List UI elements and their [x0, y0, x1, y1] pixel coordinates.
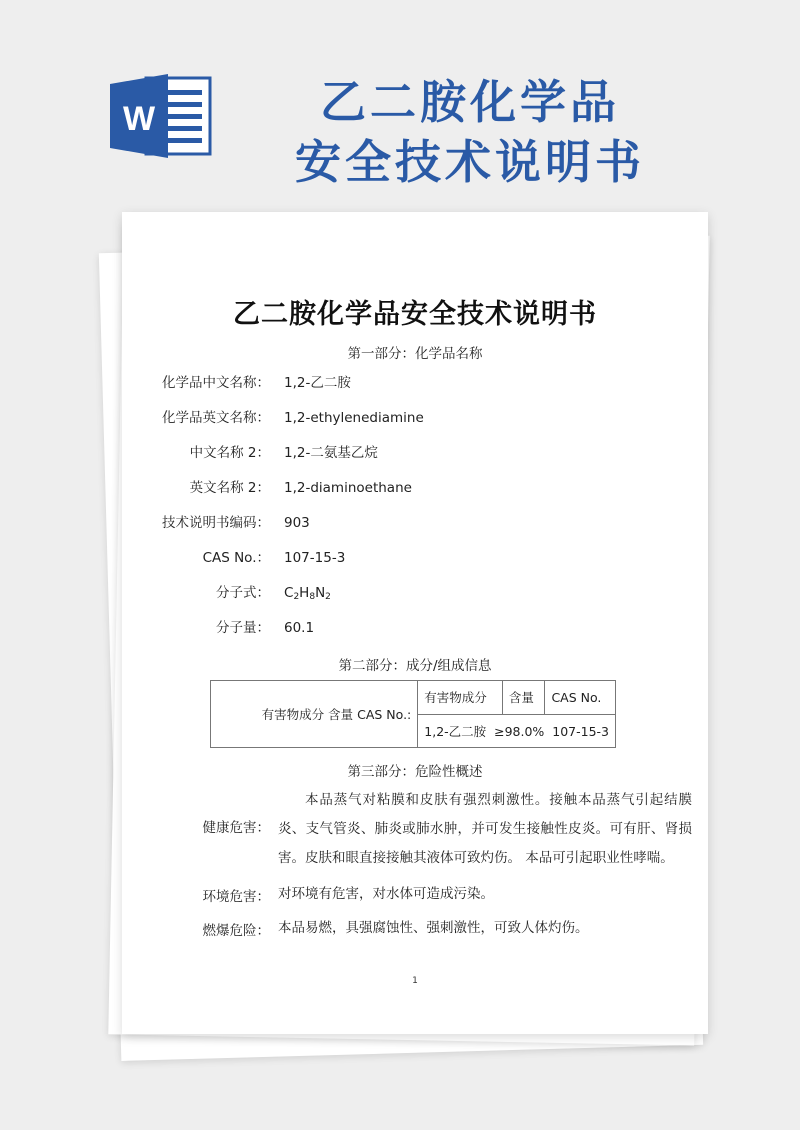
molecular-formula: $C_2H_8N_2$	[284, 585, 331, 602]
banner-title-line2: 安全技术说明书	[295, 135, 645, 189]
section-heading-part2: 第二部分：成分/组成信息	[338, 658, 492, 674]
section-heading-part3: 第三部分：危险性概述	[347, 764, 483, 780]
banner-title-line1: 乙二胺化学品	[320, 75, 620, 129]
document-title: 乙二胺化学品安全技术说明书	[233, 299, 597, 330]
field-label: 中文名称 2：	[189, 445, 270, 461]
hazard-text: 本品易燃，具强腐蚀性、强刺激性，可致人体灼伤。	[278, 920, 589, 936]
table-row	[211, 681, 616, 715]
field-value: 1,2-diaminoethane	[284, 480, 412, 496]
hazard-label: 健康危害：	[202, 820, 270, 836]
table-header-cell: 有害物成分	[418, 681, 503, 715]
table-cell-merged: 有害物成分 含量 CAS No.:	[211, 681, 418, 748]
field-label: 化学品英文名称：	[162, 410, 270, 426]
field-label: 分子式：	[216, 585, 270, 601]
hazard-label: 环境危害：	[202, 889, 270, 905]
composition-table	[210, 680, 616, 748]
field-value: 107-15-3	[284, 550, 346, 566]
field-label: 技术说明书编码：	[162, 515, 270, 531]
word-logo-letter: W	[122, 100, 156, 138]
field-value: 903	[284, 515, 310, 531]
page-number: 1	[412, 976, 418, 986]
field-label: 分子量：	[216, 620, 270, 636]
table-cell: 1,2-乙二胺 ≥98.0% 107-15-3	[418, 714, 616, 748]
field-row-formula	[122, 582, 708, 604]
field-value: 60.1	[284, 620, 315, 636]
hazard-fire	[122, 914, 708, 943]
field-value: 1,2-ethylenediamine	[284, 410, 424, 426]
field-row-cn-name-2	[122, 442, 708, 464]
word-logo-icon	[108, 72, 214, 160]
field-label: CAS No.：	[202, 550, 270, 566]
document-page	[122, 212, 708, 1034]
field-row-en-name-2	[122, 477, 708, 499]
field-row-weight	[122, 617, 708, 639]
hazard-text: 本品蒸气对粘膜和皮肤有强烈刺激性。接触本品蒸气引起结膜炎、支气管炎、肺炎或肺水肿，并可发生接触性皮炎。可有肝、肾损害。皮肤和眼直接接触其液体可致灼伤。 本品可引起职业性哮喘。	[278, 792, 692, 866]
hazard-environment	[122, 880, 708, 909]
table-header-cell: 含量	[502, 681, 545, 715]
field-row-cas	[122, 547, 708, 569]
field-row-cn-name	[122, 372, 708, 394]
hazard-text: 对环境有危害，对水体可造成污染。	[278, 886, 494, 902]
field-label: 化学品中文名称：	[162, 375, 270, 391]
field-row-spec-code	[122, 512, 708, 534]
field-value: 1,2-乙二胺	[284, 375, 351, 391]
field-label: 英文名称 2：	[189, 480, 270, 496]
hazard-label: 燃爆危险：	[202, 923, 270, 939]
field-row-en-name	[122, 407, 708, 429]
table-header-cell: CAS No.	[545, 681, 616, 715]
hazard-health	[122, 786, 708, 876]
field-value: 1,2-二氨基乙烷	[284, 445, 378, 461]
banner-title	[260, 72, 680, 192]
section-heading-part1: 第一部分：化学品名称	[347, 346, 483, 362]
